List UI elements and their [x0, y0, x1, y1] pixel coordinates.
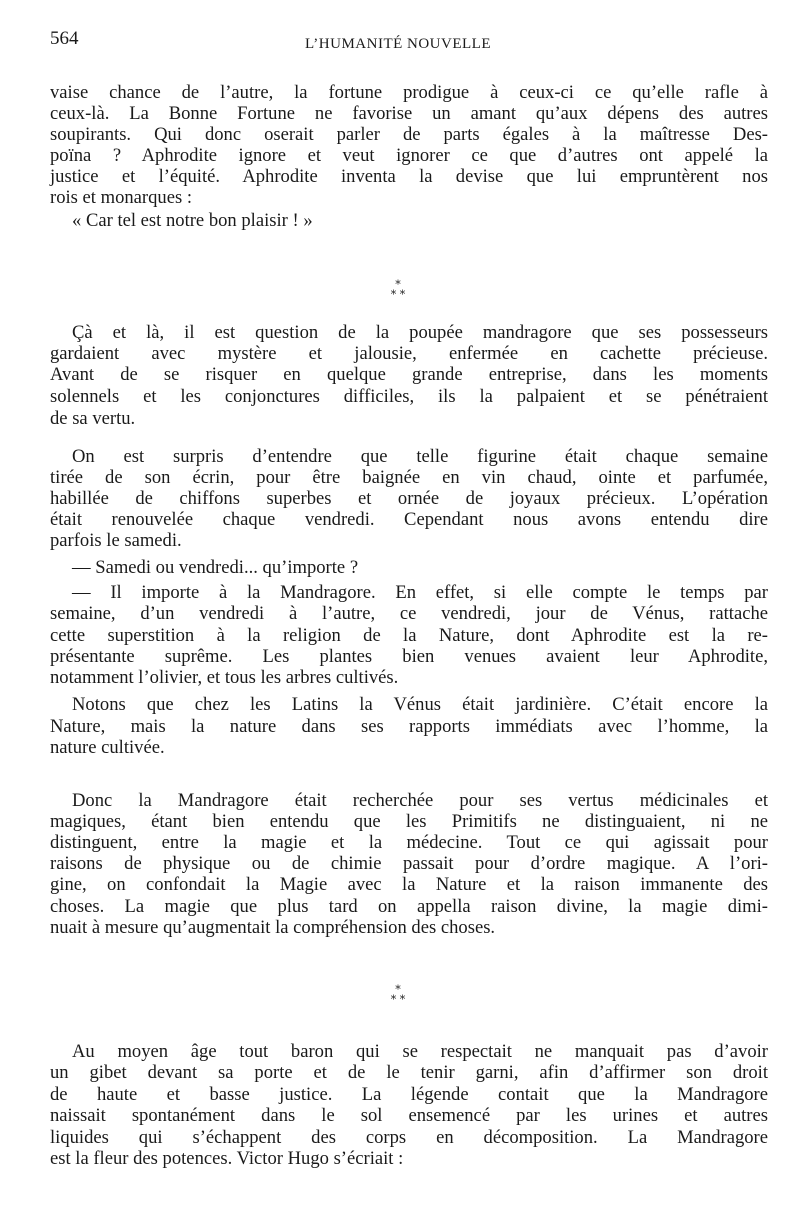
- dialogue-line: — Samedi ou vendredi... qu’importe ?: [72, 557, 359, 578]
- text-line: Donc la Mandragore était recherchée pour ses vertus médicinales et: [72, 790, 768, 811]
- running-title: L’HUMANITÉ NOUVELLE: [305, 36, 491, 52]
- text-line: naissait spontanément dans le sol ensemencé par les urines et autres: [50, 1105, 768, 1126]
- text-line: Avant de se risquer en quelque grande entreprise, dans les moments: [50, 364, 768, 385]
- text-line: choses. La magie que plus tard on appella raison divine, la magie dimi-: [50, 896, 768, 917]
- text-line: poïna ? Aphrodite ignore et veut ignorer ce que d’autres ont appelé la: [50, 145, 768, 166]
- page-number: 564: [50, 28, 79, 49]
- text-line: habillée de chiffons superbes et ornée de joyaux précieux. L’opération: [50, 488, 768, 509]
- text-line: Çà et là, il est question de la poupée mandragore que ses possesseurs: [72, 322, 768, 343]
- text-line: présentante suprême. Les plantes bien venues avaient leur Aphrodite,: [50, 646, 768, 667]
- text-line: tirée de son écrin, pour être baignée en vin chaud, ointe et parfumée,: [50, 467, 768, 488]
- text-line: magiques, étant bien entendu que les Primitifs ne distinguaient, ni ne: [50, 811, 768, 832]
- separator-star-top: *: [395, 278, 401, 291]
- text-line: justice et l’équité. Aphrodite inventa la devise que lui empruntèrent nos: [50, 166, 768, 187]
- text-line: cette superstition à la religion de la Nature, dont Aphrodite est la re-: [50, 625, 768, 646]
- text-line: nuait à mesure qu’augmentait la compréhension des choses.: [50, 917, 496, 938]
- section-separator: [0, 280, 796, 300]
- text-line: raisons de physique ou de chimie passait pour d’ordre magique. A l’ori-: [50, 853, 768, 874]
- text-line: gardaient avec mystère et jalousie, enfermée en cachette précieuse.: [50, 343, 768, 364]
- text-line: soupirants. Qui donc oserait parler de parts égales à la maîtresse Des-: [50, 124, 768, 145]
- text-line: liquides qui s’échappent des corps en décomposition. La Mandragore: [50, 1127, 768, 1148]
- text-line: distinguent, entre la magie et la médecine. Tout ce qui agissait pour: [50, 832, 768, 853]
- text-line: rois et monarques :: [50, 187, 193, 208]
- text-line: ceux-là. La Bonne Fortune ne favorise un amant qu’aux dépens des autres: [50, 103, 768, 124]
- text-line: vaise chance de l’autre, la fortune prodigue à ceux-ci ce qu’elle rafle à: [50, 82, 768, 103]
- text-line: notamment l’olivier, et tous les arbres cultivés.: [50, 667, 399, 688]
- text-line: nature cultivée.: [50, 737, 165, 758]
- quote-line: « Car tel est notre bon plaisir ! »: [72, 210, 313, 231]
- text-line: solennels et les conjonctures difficiles, ils la palpaient et se pénétraient: [50, 386, 768, 407]
- separator-star-top: *: [395, 983, 401, 996]
- text-line: Au moyen âge tout baron qui se respectait ne manquait pas d’avoir: [72, 1041, 768, 1062]
- text-line: est la fleur des potences. Victor Hugo s’écriait :: [50, 1148, 404, 1169]
- text-line: gine, on confondait la Magie avec la Nature et la raison immanente des: [50, 874, 768, 895]
- text-line: un gibet devant sa porte et de le tenir garni, afin d’affirmer son droit: [50, 1062, 768, 1083]
- text-line: de haute et basse justice. La légende contait que la Mandragore: [50, 1084, 768, 1105]
- section-separator: [0, 985, 796, 1005]
- text-line: Nature, mais la nature dans ses rapports immédiats avec l’homme, la: [50, 716, 768, 737]
- text-line: parfois le samedi.: [50, 530, 182, 551]
- text-line: Notons que chez les Latins la Vénus était jardinière. C’était encore la: [72, 694, 768, 715]
- text-line: semaine, d’un vendredi à l’autre, ce vendredi, jour de Vénus, rattache: [50, 603, 768, 624]
- text-line: On est surpris d’entendre que telle figurine était chaque semaine: [72, 446, 768, 467]
- separator-star-bottom: * *: [390, 288, 406, 301]
- text-line: de sa vertu.: [50, 408, 136, 429]
- separator-star-bottom: * *: [390, 993, 406, 1006]
- dialogue-line: — Il importe à la Mandragore. En effet, si elle compte le temps par: [72, 582, 768, 603]
- text-line: était renouvelée chaque vendredi. Cependant nous avons entendu dire: [50, 509, 768, 530]
